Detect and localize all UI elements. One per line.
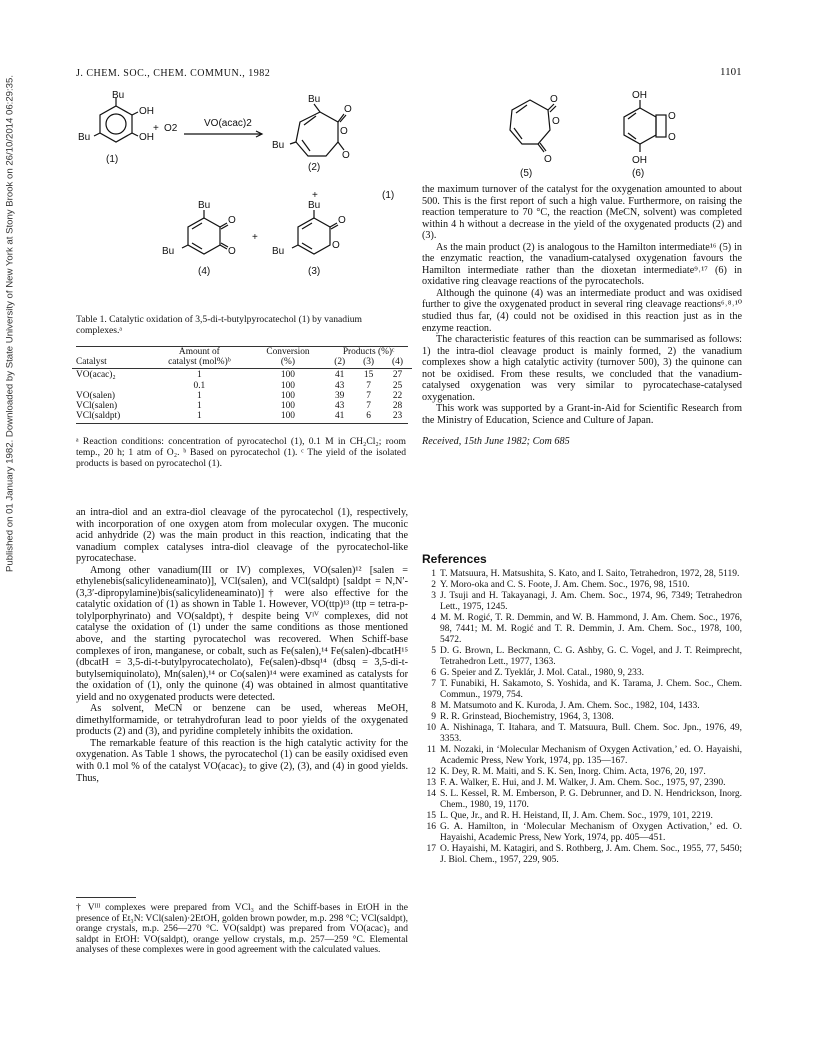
paragraph: the maximum turnover of the catalyst for the oxygenation amounted to about 500. This is the first report of such a high value. Furthermore, on raising the reaction temperature to 70 °C, the reaction (MeCN, solvent) was completed within 4 h without a decrease in the yield of the oxygenated products (2) and (3). bbox=[422, 184, 742, 242]
seven-ring-2 bbox=[296, 112, 338, 156]
cell: 7 bbox=[366, 380, 371, 391]
references-heading: References bbox=[422, 552, 487, 566]
reference-text: T. Funabiki, H. Sakamoto, S. Yoshida, and K. Tarama, J. Chem. Soc., Chem. Commun., 1979, 754. bbox=[440, 679, 742, 700]
reference-item bbox=[422, 789, 742, 811]
cell: 0.1 bbox=[193, 380, 206, 391]
reference-item bbox=[422, 679, 742, 701]
table-header-cell: Conversion bbox=[266, 347, 310, 357]
but-label: Bu bbox=[308, 94, 321, 105]
but-label: Bu bbox=[308, 200, 321, 211]
cell: 43 bbox=[334, 401, 345, 412]
cell: 1 bbox=[197, 370, 202, 381]
equation-number: (1) bbox=[382, 190, 395, 201]
plus-sign: + bbox=[252, 232, 258, 243]
side-note: Published on 01 January 1982. Downloaded by State University of New York at Stony Brook on 26/10/2014 06:29:35. bbox=[4, 74, 16, 573]
reference-number: 7 bbox=[431, 679, 436, 689]
reference-item bbox=[422, 844, 742, 866]
table-header-row bbox=[72, 357, 412, 367]
cell: 27 bbox=[392, 370, 403, 381]
reference-text: M. M. Rogić, T. R. Demmin, and W. B. Hammond, J. Am. Chem. Soc., 1976, 98, 7441; M. M. Rogić and T. R. Demmin, J. Am. Chem. Soc., 1978, 100, 5472. bbox=[440, 613, 742, 645]
dioxetan-ring bbox=[656, 115, 666, 137]
aromatic-circle-1 bbox=[106, 114, 126, 134]
plus-sign: + bbox=[153, 123, 159, 134]
paragraph-text: This work was supported by a Grant-in-Aid for Scientific Research from the Ministry of Education, Science and Culture of Japan. bbox=[422, 403, 742, 426]
left-column-text bbox=[76, 507, 408, 784]
table-header-cell: (%) bbox=[280, 357, 295, 368]
paragraph bbox=[422, 242, 742, 288]
cell: 43 bbox=[334, 380, 345, 391]
table-header-cell: Products (%)ᶜ bbox=[342, 347, 395, 357]
paragraph bbox=[422, 403, 742, 426]
cell: VCl(saldpt) bbox=[76, 411, 121, 422]
cell: VO(salen) bbox=[76, 390, 116, 401]
cell: 39 bbox=[334, 390, 345, 401]
intermediate-structures bbox=[500, 88, 710, 180]
reference-number: 2 bbox=[431, 580, 436, 590]
oh-label: OH bbox=[139, 132, 154, 143]
reference-item bbox=[422, 591, 742, 613]
cell: 28 bbox=[392, 401, 403, 412]
cell: 22 bbox=[392, 390, 403, 401]
cell bbox=[72, 381, 148, 391]
footnote-rule bbox=[76, 897, 136, 898]
paragraph bbox=[422, 334, 742, 403]
cell: 1 bbox=[197, 390, 202, 401]
references-list bbox=[422, 569, 742, 866]
cell: 41 bbox=[334, 411, 345, 422]
but-label: Bu bbox=[272, 140, 285, 151]
right-column-text bbox=[422, 184, 742, 448]
reference-number: 9 bbox=[431, 712, 436, 722]
reference-item bbox=[422, 668, 742, 679]
paragraph-text: Although the quinone (4) was an intermediate product and was oxidised further to give the oxygenated product in several ring cleavage reactions⁶˒⁸˒¹⁰ studied thus far, (4) could not be oxidised in this reaction just as in the enzyme reaction. bbox=[422, 287, 742, 334]
table-header-cell: catalyst (mol%)ᵇ bbox=[168, 357, 231, 368]
o-label: O bbox=[344, 104, 352, 115]
reference-text: L. Que, Jr., and R. H. Heistand, II, J. Am. Chem. Soc., 1979, 101, 2219. bbox=[440, 811, 713, 821]
table-header-cell bbox=[72, 347, 148, 357]
paragraph-text: As solvent, MeCN or benzene can be used, whereas MeOH, dimethylformamide, or tetrahydrofuran lead to poor yields of the oxygenated products (2) and (3), and pyridine completely inhibits the oxidation. bbox=[76, 703, 408, 738]
cell: 100 bbox=[280, 390, 295, 401]
reference-number: 16 bbox=[426, 822, 436, 832]
cell: VCl(salen) bbox=[76, 401, 118, 412]
cell: 25 bbox=[392, 380, 403, 391]
seven-ring-5 bbox=[510, 100, 550, 144]
reference-text: G. Speier and Z. Tyeklár, J. Mol. Catal., 1980, 9, 233. bbox=[440, 668, 645, 678]
table-row bbox=[72, 401, 412, 411]
reference-item bbox=[422, 701, 742, 712]
cell: 100 bbox=[280, 380, 295, 391]
reaction-scheme bbox=[76, 88, 421, 298]
but-label: Bu bbox=[112, 90, 125, 101]
reference-number: 4 bbox=[431, 613, 436, 623]
table-header-cell: Catalyst bbox=[76, 357, 107, 368]
cell: 15 bbox=[363, 370, 374, 381]
label-compound-1: (1) bbox=[106, 154, 119, 165]
pyranone-ring-3 bbox=[298, 218, 330, 254]
reference-item bbox=[422, 646, 742, 668]
reference-text: M. Nozaki, in ‘Molecular Mechanism of Oxygen Activation,’ ed. O. Hayaishi, Academic Press, New York, 1974, pp. 135—167. bbox=[440, 745, 742, 766]
label-compound-6: (6) bbox=[632, 168, 645, 179]
reference-text: K. Dey, R. M. Maiti, and S. K. Sen, Inorg. Chim. Acta, 1976, 20, 197. bbox=[440, 767, 706, 777]
reference-item bbox=[422, 569, 742, 580]
table-notes: ᵃ Reaction conditions: concentration of pyrocatechol (1), 0.1 M in CH₂Cl₂; room temp., 20 h; 1 atm of O₂. ᵇ Based on pyrocatechol (1). ᶜ The yield of the isolated products is based on pyrocatechol (1). bbox=[76, 436, 406, 469]
reference-item bbox=[422, 580, 742, 591]
o-label: O bbox=[340, 126, 348, 137]
cell: 7 bbox=[366, 401, 371, 412]
cell: 100 bbox=[280, 370, 295, 381]
table-1 bbox=[72, 346, 412, 424]
o2-label: O2 bbox=[164, 123, 178, 134]
reference-text: M. Matsumoto and K. Kuroda, J. Am. Chem. Soc., 1982, 104, 1433. bbox=[440, 701, 700, 711]
reference-number: 15 bbox=[426, 811, 436, 821]
table-header-cell: (3) bbox=[363, 357, 375, 368]
oh-label: OH bbox=[632, 155, 647, 166]
table-row bbox=[72, 381, 412, 391]
reference-number: 13 bbox=[426, 778, 436, 788]
cell: 100 bbox=[280, 401, 295, 412]
table-row bbox=[72, 391, 412, 401]
reference-text: G. A. Hamilton, in ‘Molecular Mechanism of Oxygen Activation,’ ed. O. Hayaishi, Academic Press, New York, 1974, pp. 405—451. bbox=[440, 822, 742, 843]
but-label: Bu bbox=[198, 200, 211, 211]
paragraph-text: Among other vanadium(III or IV) complexes, VO(salen)¹² [salen = ethylenebis(salicylideneaminato)], VCl(salen), and VCl(saldpt) [saldpt = N,N′-(3,3′-dipropylamine)bis(salicylideneaminato)]† were also effective for the catalytic oxidation of (1) as shown in Table 1. However, VO(ttp)¹³ (ttp = tetra-p-tolylporphyrinato) and VO(saldpt),† despite being Vᴵⱽ complexes, did not catalyse the oxidation of (1) under the same conditions as those mentioned above, and the starting pyrocatechol was recovered. When Schiff-base complexes of iron, manganese, or cobalt, such as Fe(salen),¹⁴ Fe(salen)-dbcatH¹⁵ (dbcatH = 3,5-di-t-butylpyrocatecholato), Fe(salen)-dbsq¹⁴ (dbsq = 3,5-di-t-butylsemiquinolato), Mn(salen),¹⁴ or Co(salen)¹⁴ were examined as catalysts for the oxidation of (1), only the quinone (4) was obtained in almost quantitative yield and no oxygenated products were detected. bbox=[76, 564, 408, 703]
o-label: O bbox=[552, 116, 560, 127]
o-label: O bbox=[228, 246, 236, 257]
but-label: Bu bbox=[78, 132, 91, 143]
cell: 41 bbox=[334, 370, 345, 381]
ring-6 bbox=[624, 108, 656, 144]
reference-text: R. R. Grinstead, Biochemistry, 1964, 3, 1308. bbox=[440, 712, 614, 722]
o-label: O bbox=[668, 111, 676, 122]
reference-number: 6 bbox=[431, 668, 436, 678]
table-header-cell: (4) bbox=[392, 357, 403, 368]
table-header-cell: (2) bbox=[334, 357, 346, 368]
but-label: Bu bbox=[162, 246, 175, 257]
label-compound-5: (5) bbox=[520, 168, 533, 179]
o-label: O bbox=[342, 150, 350, 161]
quinone-ring-4 bbox=[188, 218, 220, 254]
page-number: 1101 bbox=[720, 66, 742, 78]
reference-number: 5 bbox=[431, 646, 436, 656]
table-row bbox=[72, 370, 412, 380]
reference-item bbox=[422, 613, 742, 646]
reference-number: 1 bbox=[431, 569, 436, 579]
o-label: O bbox=[332, 240, 340, 251]
reference-text: F. A. Walker, E. Hui, and J. M. Walker, J. Am. Chem. Soc., 1975, 97, 2390. bbox=[440, 778, 726, 788]
oh-label: OH bbox=[632, 90, 647, 101]
paragraph bbox=[76, 703, 408, 738]
reference-text: S. L. Kessel, R. M. Emberson, P. G. Debrunner, and D. N. Hendrickson, Inorg. Chem., 1980, 19, 1170. bbox=[440, 789, 742, 810]
reference-text: J. Tsuji and H. Takayanagi, J. Am. Chem. Soc., 1974, 96, 7349; Tetrahedron Lett., 1975, 1245. bbox=[440, 591, 742, 612]
paragraph bbox=[76, 738, 408, 784]
cell: 23 bbox=[392, 411, 403, 422]
running-head: J. CHEM. SOC., CHEM. COMMUN., 1982 bbox=[76, 68, 271, 79]
o-label: O bbox=[228, 215, 236, 226]
cell: 6 bbox=[366, 411, 371, 422]
reference-item bbox=[422, 723, 742, 745]
benzene-ring-1 bbox=[100, 106, 132, 142]
oh-label: OH bbox=[139, 106, 154, 117]
o-label: O bbox=[550, 94, 558, 105]
reference-item bbox=[422, 745, 742, 767]
table-caption: Table 1. Catalytic oxidation of 3,5-di-t-butylpyrocatechol (1) by vanadium complexes.ᵃ bbox=[76, 314, 362, 336]
reference-text: O. Hayaishi, M. Katagiri, and S. Rothberg, J. Am. Chem. Soc., 1955, 77, 5450; J. Biol. Chem., 1957, 229, 905. bbox=[440, 844, 742, 865]
reference-number: 17 bbox=[426, 844, 436, 854]
label-compound-3: (3) bbox=[308, 266, 321, 277]
reagent-label: VO(acac)2 bbox=[204, 118, 252, 129]
paragraph-text: The remarkable feature of this reaction is the high catalytic activity for the oxygenation. As Table 1 shows, the pyrocatechol (1) can be easily oxidised even with 0.1 mol % of the catalyst VO(acac)₂ to give (2), (3), and (4) in good yields. Thus, bbox=[76, 737, 408, 784]
reference-text: Y. Moro-oka and C. S. Foote, J. Am. Chem. Soc., 1976, 98, 1510. bbox=[440, 580, 690, 590]
reference-number: 8 bbox=[431, 701, 436, 711]
label-compound-4: (4) bbox=[198, 266, 211, 277]
o-label: O bbox=[668, 132, 676, 143]
paragraph bbox=[422, 288, 742, 334]
reference-item bbox=[422, 778, 742, 789]
footnote: † Vᴵᴵᴵ complexes were prepared from VCl₃ and the Schiff-bases in EtOH in the presence of Et₃N: VCl(salen)·2EtOH, golden brown powder, m.p. 298 °C; VCl(saldpt), orange crystals, m.p. 256—270 °C. VO(saldpt) was prepared from VO(acac)₂ and saldpt in EtOH: VO(saldpt), orange yellow crystals, m.p. 257—259 °C. Elemental analyses of these complexes were in good agreement with the calculated values. bbox=[76, 903, 408, 956]
table-header-row bbox=[72, 347, 412, 357]
reference-number: 3 bbox=[431, 591, 436, 601]
reference-text: T. Matsuura, H. Matsushita, S. Kato, and I. Saito, Tetrahedron, 1972, 28, 5119. bbox=[440, 569, 740, 579]
reference-text: A. Nishinaga, T. Itahara, and T. Matsuura, Bull. Chem. Soc. Jpn., 1976, 49, 3353. bbox=[440, 723, 742, 744]
table-row bbox=[72, 411, 412, 421]
o-label: O bbox=[544, 154, 552, 165]
cell: VO(acac)₂ bbox=[76, 370, 116, 381]
paragraph bbox=[76, 565, 408, 704]
reference-number: 11 bbox=[426, 745, 436, 755]
reference-number: 14 bbox=[426, 789, 436, 799]
cell: 1 bbox=[197, 401, 202, 412]
cell: 7 bbox=[366, 390, 371, 401]
reference-item bbox=[422, 811, 742, 822]
paragraph: an intra-diol and an extra-diol cleavage of the pyrocatechol (1), respectively, with incorporation of one oxygen atom from molecular oxygen. The muconic acid anhydride (2) was the main product in this reaction, indicating that the vanadium complex catalyses intra-diol cleavage of the pyrocatechol-like pyrocatechase. bbox=[76, 507, 408, 565]
reference-text: D. G. Brown, L. Beckmann, C. G. Ashby, G. C. Vogel, and J. T. Reimprecht, Tetrahedron Lett., 1977, 1363. bbox=[440, 646, 742, 667]
plus-sign: + bbox=[312, 190, 318, 201]
but-label: Bu bbox=[272, 246, 285, 257]
reference-item bbox=[422, 712, 742, 723]
received-line: Received, 15th June 1982; Com 685 bbox=[422, 436, 570, 448]
label-compound-2: (2) bbox=[308, 162, 321, 173]
cell: 1 bbox=[197, 411, 202, 422]
reference-item bbox=[422, 767, 742, 778]
paragraph-text: The characteristic features of this reaction can be summarised as follows: 1) the intra-diol cleavage product is mainly formed, 2) the vanadium complexes show a high catalytic activity (turnover 500), 3) the quinone can not be oxidised. From these results, we concluded that the vanadium-catalysed oxygenation was very similar to pyrocatechase-catalysed oxygenation. bbox=[422, 334, 742, 403]
table-header-cell: Amount of bbox=[178, 347, 220, 357]
o-label: O bbox=[338, 215, 346, 226]
reference-item bbox=[422, 822, 742, 844]
reference-number: 12 bbox=[426, 767, 436, 777]
cell: 100 bbox=[280, 411, 295, 422]
reference-number: 10 bbox=[426, 723, 436, 733]
paragraph-text: As the main product (2) is analogous to the Hamilton intermediate¹⁶ (5) in the enzymatic reaction, the vanadium-catalysed oxygenation favours the Hamilton intermediate rather than the dioxetan intermediate⁹˒¹⁷ (6) in oxidative ring cleavage reactions of the pyrocatechols. bbox=[422, 241, 742, 288]
